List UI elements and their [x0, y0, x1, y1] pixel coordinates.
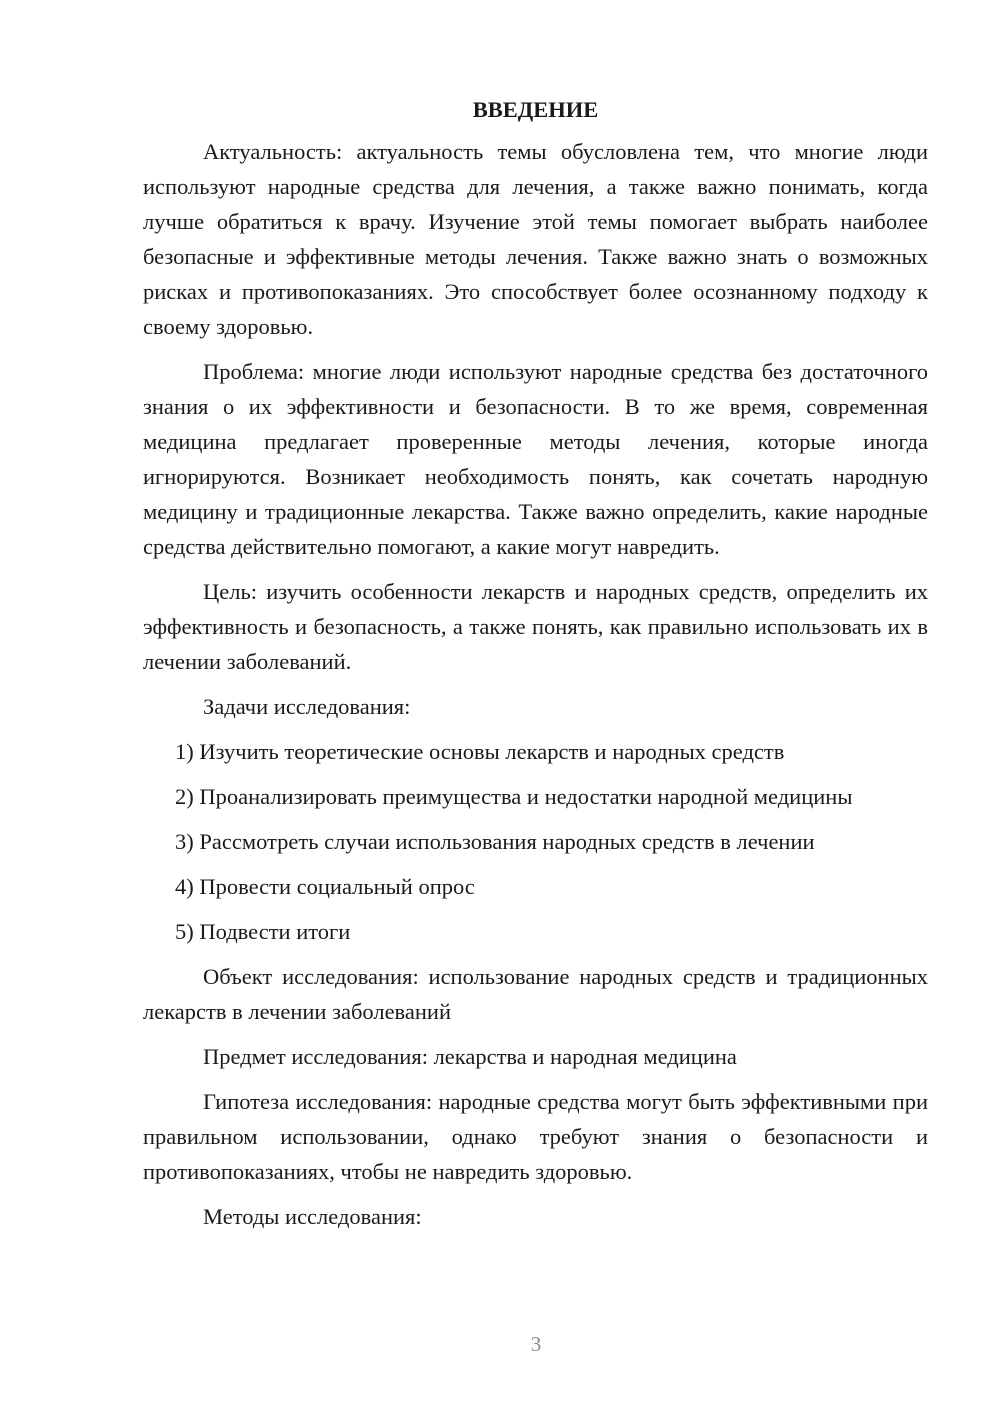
paragraph-goal: Цель: изучить особенности лекарств и народных средств, определить их эффективность и безопасность, а также понять, как правильно использовать их в лечении заболеваний. [143, 579, 928, 674]
list-item: 4) Провести социальный опрос [175, 874, 475, 899]
list-item: 5) Подвести итоги [175, 919, 351, 944]
page-content [143, 92, 928, 1244]
list-item: 1) Изучить теоретические основы лекарств и народных средств [175, 739, 785, 764]
paragraph-subject: Предмет исследования: лекарства и народная медицина [203, 1044, 737, 1069]
section-heading: ВВЕДЕНИЕ [472, 97, 599, 122]
paragraph-object: Объект исследования: использование народных средств и традиционных лекарств в лечении заболеваний [143, 964, 928, 1024]
paragraph-relevance: Актуальность: актуальность темы обусловлена тем, что многие люди используют народные средства для лечения, а также важно понимать, когда лучше обратиться к врачу. Изучение этой темы помогает выбрать наиболее безопасные и эффективные методы лечения. Также важно знать о возможных рисках и противопоказаниях. Это способствует более осознанному подходу к своему здоровью. [143, 139, 928, 339]
paragraph-hypothesis: Гипотеза исследования: народные средства могут быть эффективными при правильном использовании, однако требуют знания о безопасности и противопоказаниях, чтобы не навредить здоровью. [143, 1089, 928, 1184]
list-item: 2) Проанализировать преимущества и недостатки народной медицины [175, 784, 853, 809]
paragraph-methods: Методы исследования: [203, 1204, 422, 1229]
tasks-list [143, 734, 928, 949]
tasks-heading: Задачи исследования: [203, 694, 411, 719]
page-number: 3 [530, 1332, 542, 1356]
paragraph-problem: Проблема: многие люди используют народные средства без достаточного знания о их эффективности и безопасности. В то же время, современная медицина предлагает проверенные методы лечения, которые иногда игнорируются. Возникает необходимость понять, как сочетать народную медицину и традиционные лекарства. Также важно определить, какие народные средства действительно помогают, а какие могут навредить. [143, 359, 928, 559]
list-item: 3) Рассмотреть случаи использования народных средств в лечении [175, 829, 815, 854]
